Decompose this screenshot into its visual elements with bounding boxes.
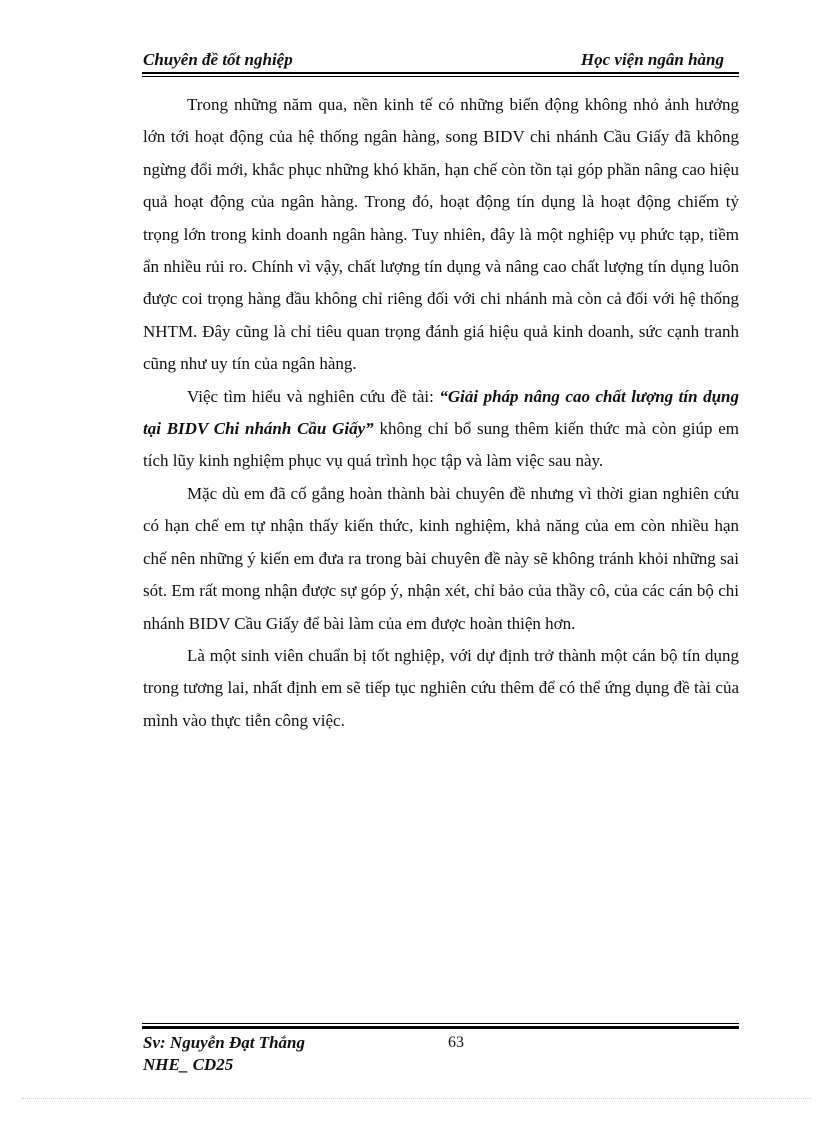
page-number: 63 [448, 1034, 464, 1051]
page-edge-divider [22, 1098, 812, 1099]
page-header [142, 50, 738, 72]
header-institution: Học viện ngân hàng [580, 50, 724, 69]
footer-class-code: NHE_ CD25 [143, 1055, 234, 1074]
paragraph-4: Là một sinh viên chuẩn bị tốt nghiệp, với dự định trở thành một cán bộ tín dụng trong tương lai, nhất định em sẽ tiếp tục nghiên cứu thêm để có thể ứng dụng đề tài của mình vào thực tiễn công việc. [143, 645, 739, 730]
header-rule-thin [142, 76, 739, 77]
paragraph-2-lead: Việc tìm hiểu và nghiên cứu đề tài: [187, 386, 440, 406]
header-rule-thick [142, 72, 739, 74]
thesis-title: “Giải pháp nâng cao chất lượng tín dụng tại BIDV Chi nhánh Cầu Giấy” [143, 386, 739, 439]
footer-rule-thin [142, 1023, 739, 1024]
paragraph-1: Trong những năm qua, nền kinh tế có những biến động không nhỏ ảnh hưởng lớn tới hoạt động của hệ thống ngân hàng, song BIDV chi nhánh Cầu Giấy đã không ngừng đổi mới, khắc phục những khó khăn, hạn chế còn tồn tại góp phần nâng cao hiệu quả hoạt động của ngân hàng. Trong đó, hoạt động tín dụng là hoạt động chiếm tỷ trọng lớn trong kinh doanh ngân hàng. Tuy nhiên, đây là một nghiệp vụ phức tạp, tiềm ẩn nhiều rủi ro. Chính vì vậy, chất lượng tín dụng và nâng cao chất lượng tín dụng luôn được coi trọng hàng đầu không chỉ riêng đối với chi nhánh mà còn cả đối với hệ thống NHTM. Đây cũng là chỉ tiêu quan trọng đánh giá hiệu quả kinh doanh, sức cạnh tranh cũng như uy tín của ngân hàng. [143, 95, 739, 374]
body-text [143, 89, 739, 737]
paragraph-2 [143, 381, 739, 478]
paragraph-2-rest: không chỉ bổ sung thêm kiến thức mà còn giúp em tích lũy kinh nghiệm phục vụ quá trình học tập và làm việc sau này. [143, 419, 739, 471]
footer-author [143, 1032, 305, 1076]
paragraph-3: Mặc dù em đã cố gắng hoàn thành bài chuyên đề nhưng vì thời gian nghiên cứu có hạn chế em tự nhận thấy kiến thức, kinh nghiệm, khả năng của em còn nhiều hạn chế nên những ý kiến em đưa ra trong bài chuyên đề này sẽ không tránh khỏi những sai sót. Em rất mong nhận được sự góp ý, nhận xét, chỉ bảo của thầy cô, của các cán bộ chi nhánh BIDV Cầu Giấy để bài làm của em được hoàn thiện hơn. [143, 483, 739, 633]
header-document-type: Chuyên đề tốt nghiệp [143, 50, 293, 69]
footer-student-name: Sv: Nguyễn Đạt Thắng [143, 1033, 305, 1052]
footer-rule-thick [142, 1026, 739, 1029]
